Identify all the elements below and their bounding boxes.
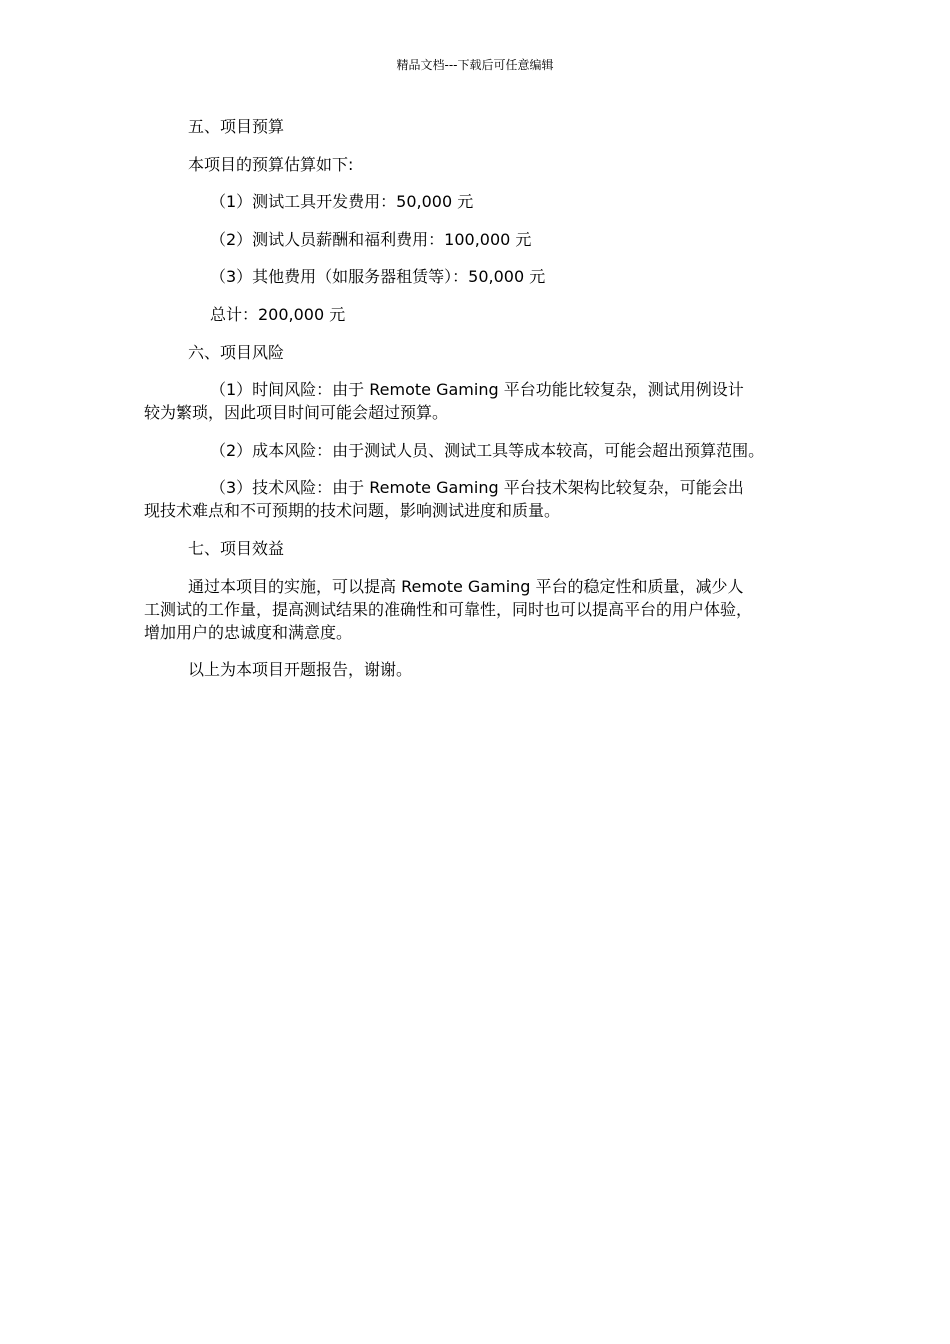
risk-item-line: 现技术难点和不可预期的技术问题，影响测试进度和质量。 [144,501,561,520]
budget-item: （2）测试人员薪酬和福利费用：100,000 元 [210,230,532,249]
risk-item-line: （2）成本风险：由于测试人员、测试工具等成本较高，可能会超出预算范围。 [210,441,765,460]
section-heading-benefits: 七、项目效益 [188,539,285,558]
budget-total: 总计：200,000 元 [210,305,346,324]
section-heading-risks: 六、项目风险 [188,343,285,362]
section-heading-budget: 五、项目预算 [188,117,285,136]
benefit-line: 通过本项目的实施，可以提高 Remote Gaming 平台的稳定性和质量，减少人 [188,577,744,596]
benefit-line: 工测试的工作量，提高测试结果的准确性和可靠性，同时也可以提高平台的用户体验， [144,600,753,619]
page-header: 精品文档---下载后可任意编辑 [396,58,554,72]
budget-item: （1）测试工具开发费用：50,000 元 [210,192,474,211]
budget-item: （3）其他费用（如服务器租赁等）：50,000 元 [210,267,546,286]
budget-intro: 本项目的预算估算如下: [188,155,354,174]
benefit-line: 增加用户的忠诚度和满意度。 [144,623,353,642]
risk-item-line: （3）技术风险：由于 Remote Gaming 平台技术架构比较复杂，可能会出 [210,478,744,497]
closing-remark: 以上为本项目开题报告，谢谢。 [188,660,413,679]
risk-item-line: （1）时间风险：由于 Remote Gaming 平台功能比较复杂，测试用例设计 [210,380,744,399]
risk-item-line: 较为繁琐，因此项目时间可能会超过预算。 [144,403,449,422]
